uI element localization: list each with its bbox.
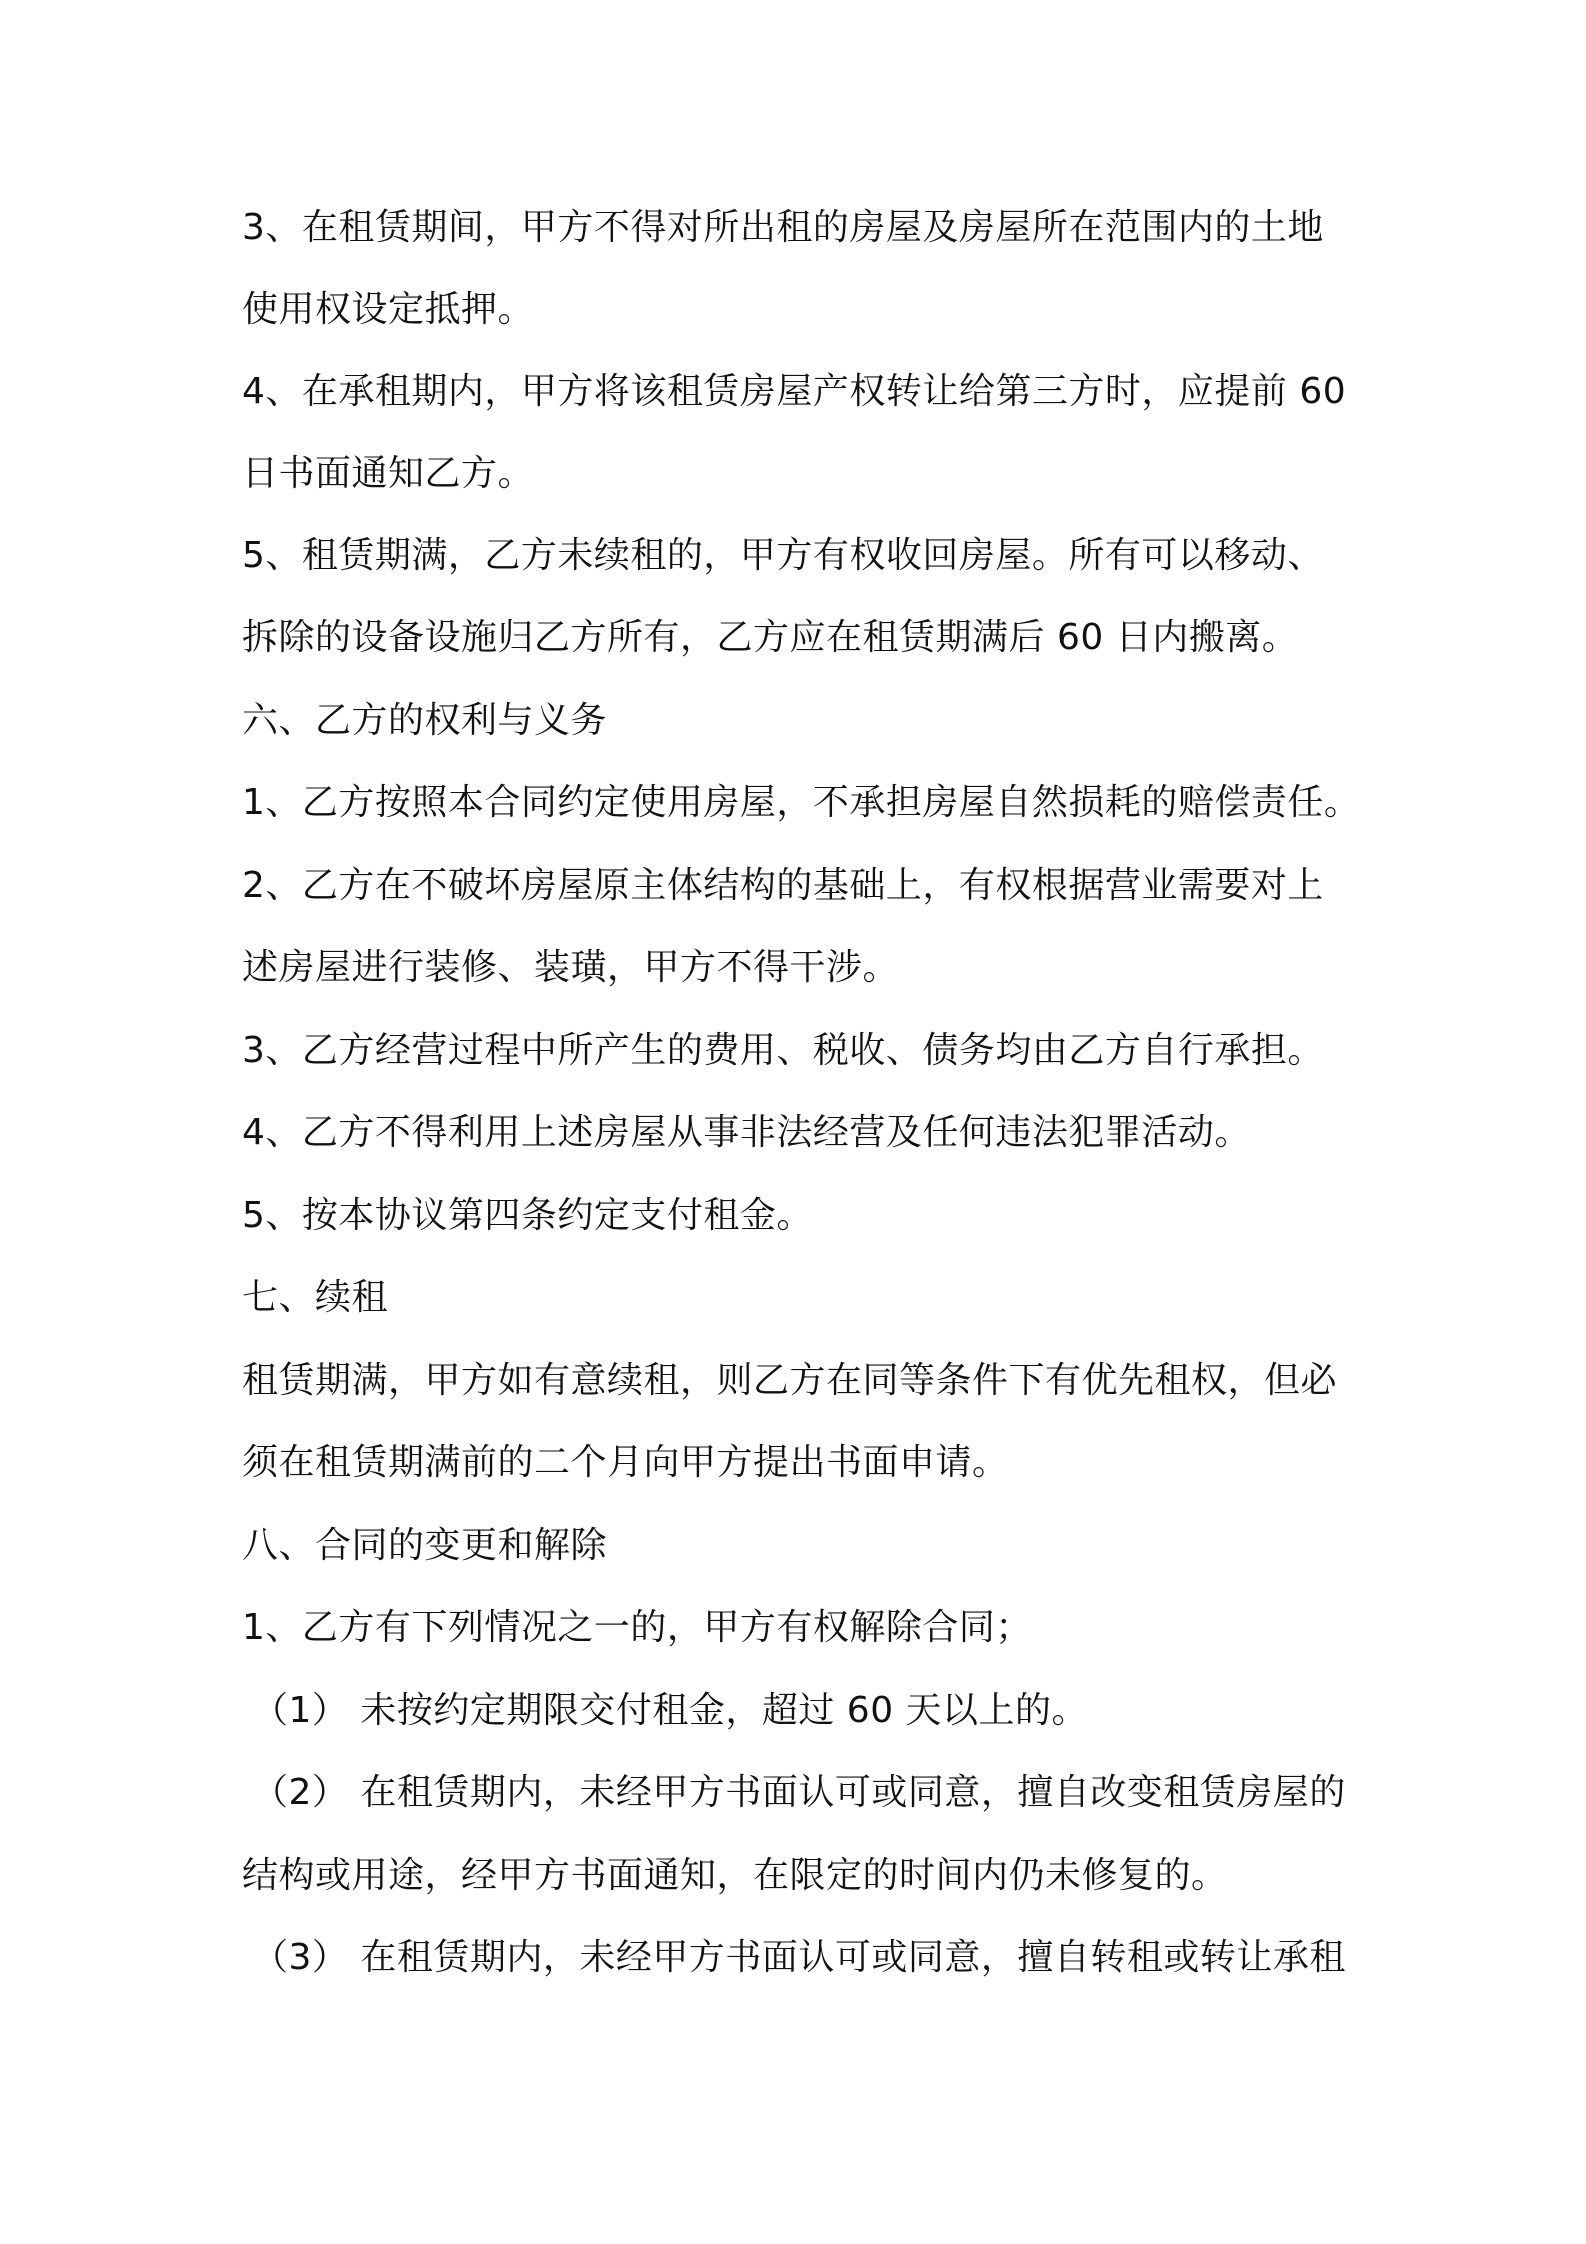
clause-8-1-item-1: （1） 未按约定期限交付租金，超过 60 天以上的。 xyxy=(252,1690,1089,1731)
clause-6-4: 4、乙方不得利用上述房屋从事非法经营及任何违法犯罪活动。 xyxy=(242,1112,1251,1153)
clause-5-4-line-1: 4、在承租期内，甲方将该租赁房屋产权转让给第三方时，应提前 60 xyxy=(242,371,1347,412)
section-6-heading: 六、乙方的权利与义务 xyxy=(242,700,608,741)
clause-5-5-line-2: 拆除的设备设施归乙方所有，乙方应在租赁期满后 60 日内搬离。 xyxy=(242,617,1299,658)
clause-5-5-line-1: 5、租赁期满，乙方未续租的，甲方有权收回房屋。所有可以移动、 xyxy=(242,535,1324,576)
section-7-heading: 七、续租 xyxy=(242,1277,389,1318)
section-8-heading: 八、合同的变更和解除 xyxy=(242,1525,608,1566)
clause-5-4-line-2: 日书面通知乙方。 xyxy=(242,453,535,494)
clause-5-3-line-1: 3、在租赁期间，甲方不得对所出租的房屋及房屋所在范围内的土地 xyxy=(242,207,1324,248)
clause-6-2-line-1: 2、乙方在不破坏房屋原主体结构的基础上，有权根据营业需要对上 xyxy=(242,865,1324,906)
section-7-text-line-1: 租赁期满，甲方如有意续租，则乙方在同等条件下有优先租权，但必 xyxy=(242,1360,1338,1401)
section-7-text-line-2: 须在租赁期满前的二个月向甲方提出书面申请。 xyxy=(242,1442,1009,1483)
clause-5-3-line-2: 使用权设定抵押。 xyxy=(242,289,535,330)
clause-8-1-item-2-line-2: 结构或用途，经甲方书面通知，在限定的时间内仍未修复的。 xyxy=(242,1855,1228,1896)
clause-6-1: 1、乙方按照本合同约定使用房屋，不承担房屋自然损耗的赔偿责任。 xyxy=(242,782,1361,823)
clause-8-1-item-3-line-1: （3） 在租赁期内，未经甲方书面认可或同意，擅自转租或转让承租 xyxy=(252,1937,1346,1978)
clause-6-2-line-2: 述房屋进行装修、装璜，甲方不得干涉。 xyxy=(242,947,900,988)
clause-8-1-item-2-line-1: （2） 在租赁期内，未经甲方书面认可或同意，擅自改变租赁房屋的 xyxy=(252,1772,1346,1813)
clause-8-1: 1、乙方有下列情况之一的，甲方有权解除合同； xyxy=(242,1607,1032,1648)
clause-6-5: 5、按本协议第四条约定支付租金。 xyxy=(242,1195,813,1236)
clause-6-3: 3、乙方经营过程中所产生的费用、税收、债务均由乙方自行承担。 xyxy=(242,1030,1324,1071)
